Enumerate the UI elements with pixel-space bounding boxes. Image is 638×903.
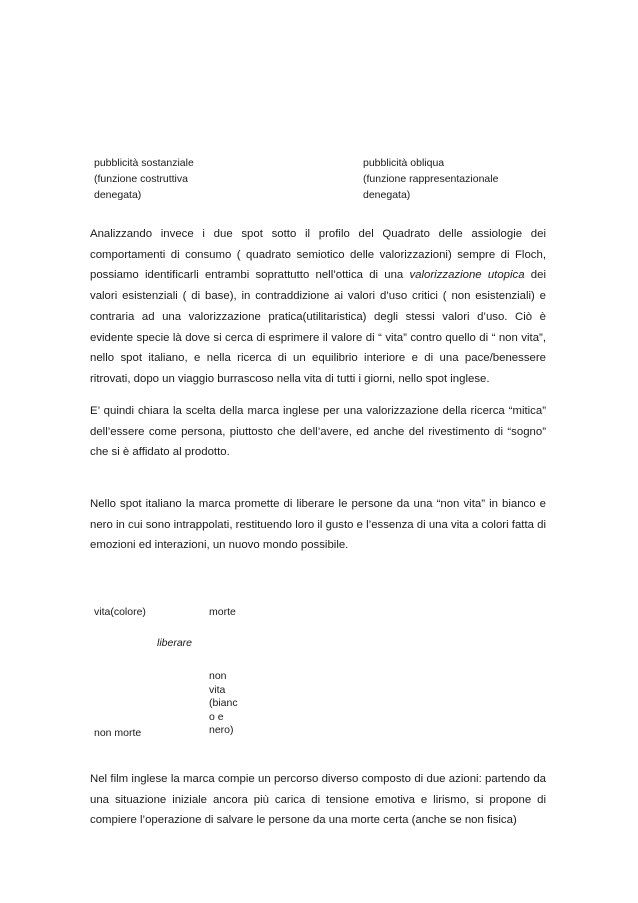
- diagram-non-morte: non morte: [94, 727, 142, 739]
- paragraph-analysis-text-end: dei valori esistenziali ( di base), in contraddizione ai valori d’uso critici ( non esistenziali) e contraria ad una valorizzazione pratica(utilitaristica) degli stessi valori d’uso. Ciò è evidente specie là dove si cerca di esprimere il valore di “ vita” contro quello di “ non vita”, nello spot italiano, e nella ricerca di un equilibrio interiore e di una pace/benessere ritrovati, dopo un viaggio burrascoso nella vita di tutti i giorni, nello spot inglese.: [90, 269, 546, 385]
- diagram-non-vita: [209, 670, 238, 738]
- diagram-non-vita-line: vita: [209, 683, 226, 696]
- top-left-line: pubblicità sostanziale: [94, 157, 194, 169]
- paragraph-analysis-text: Analizzando invece i due spot sotto il profilo del Quadrato delle assiologie dei comportamenti di consumo ( quadrato semiotico delle valorizzazioni) sempre di Floch, possiamo identificarli entrambi soprattutto nell’ottica di una: [90, 228, 546, 282]
- top-left-line: denegata): [94, 189, 142, 201]
- diagram-liberare: liberare: [157, 637, 193, 649]
- top-left-box: [94, 155, 194, 203]
- top-left-line: (funzione costruttiva: [94, 173, 188, 185]
- paragraph-english-brand: E’ quindi chiara la scelta della marca inglese per una valorizzazione della ricerca “mitica” dell’essere come persona, piuttosto che dell’avere, ed anche del rivestimento di “sogno” che si è affidato al prodotto.: [90, 405, 546, 459]
- paragraph-italian-spot: Nello spot italiano la marca promette di liberare le persone da una “non vita” in bianco e nero in cui sono intrappolati, restituendo loro il gusto e l’essenza di una vita a colori fatta di emozioni ed interazioni, un nuovo mondo possibile.: [90, 498, 546, 552]
- paragraph-english-film: Nel film inglese la marca compie un percorso diverso composto di due azioni: partendo da una situazione iniziale ancora più carica di tensione emotiva e lirismo, si propone di compiere l’operazione di salvare le persone da una morte certa (anche se non fisica): [90, 773, 546, 827]
- top-right-box: [363, 155, 498, 203]
- diagram-non-vita-line: o e: [209, 710, 224, 723]
- diagram-vita: vita(colore): [94, 606, 146, 618]
- top-right-line: pubblicità obliqua: [363, 157, 445, 169]
- paragraph-analysis: [90, 224, 546, 390]
- paragraph-analysis-emphasis: valorizzazione utopica: [409, 269, 525, 282]
- top-right-line: denegata): [363, 189, 411, 201]
- diagram-morte: morte: [209, 606, 236, 618]
- diagram-non-vita-line: nero): [209, 724, 234, 736]
- top-right-line: (funzione rappresentazionale: [363, 173, 499, 185]
- diagram-non-vita-line: non: [209, 670, 227, 682]
- diagram-non-vita-line: (bianc: [209, 697, 238, 709]
